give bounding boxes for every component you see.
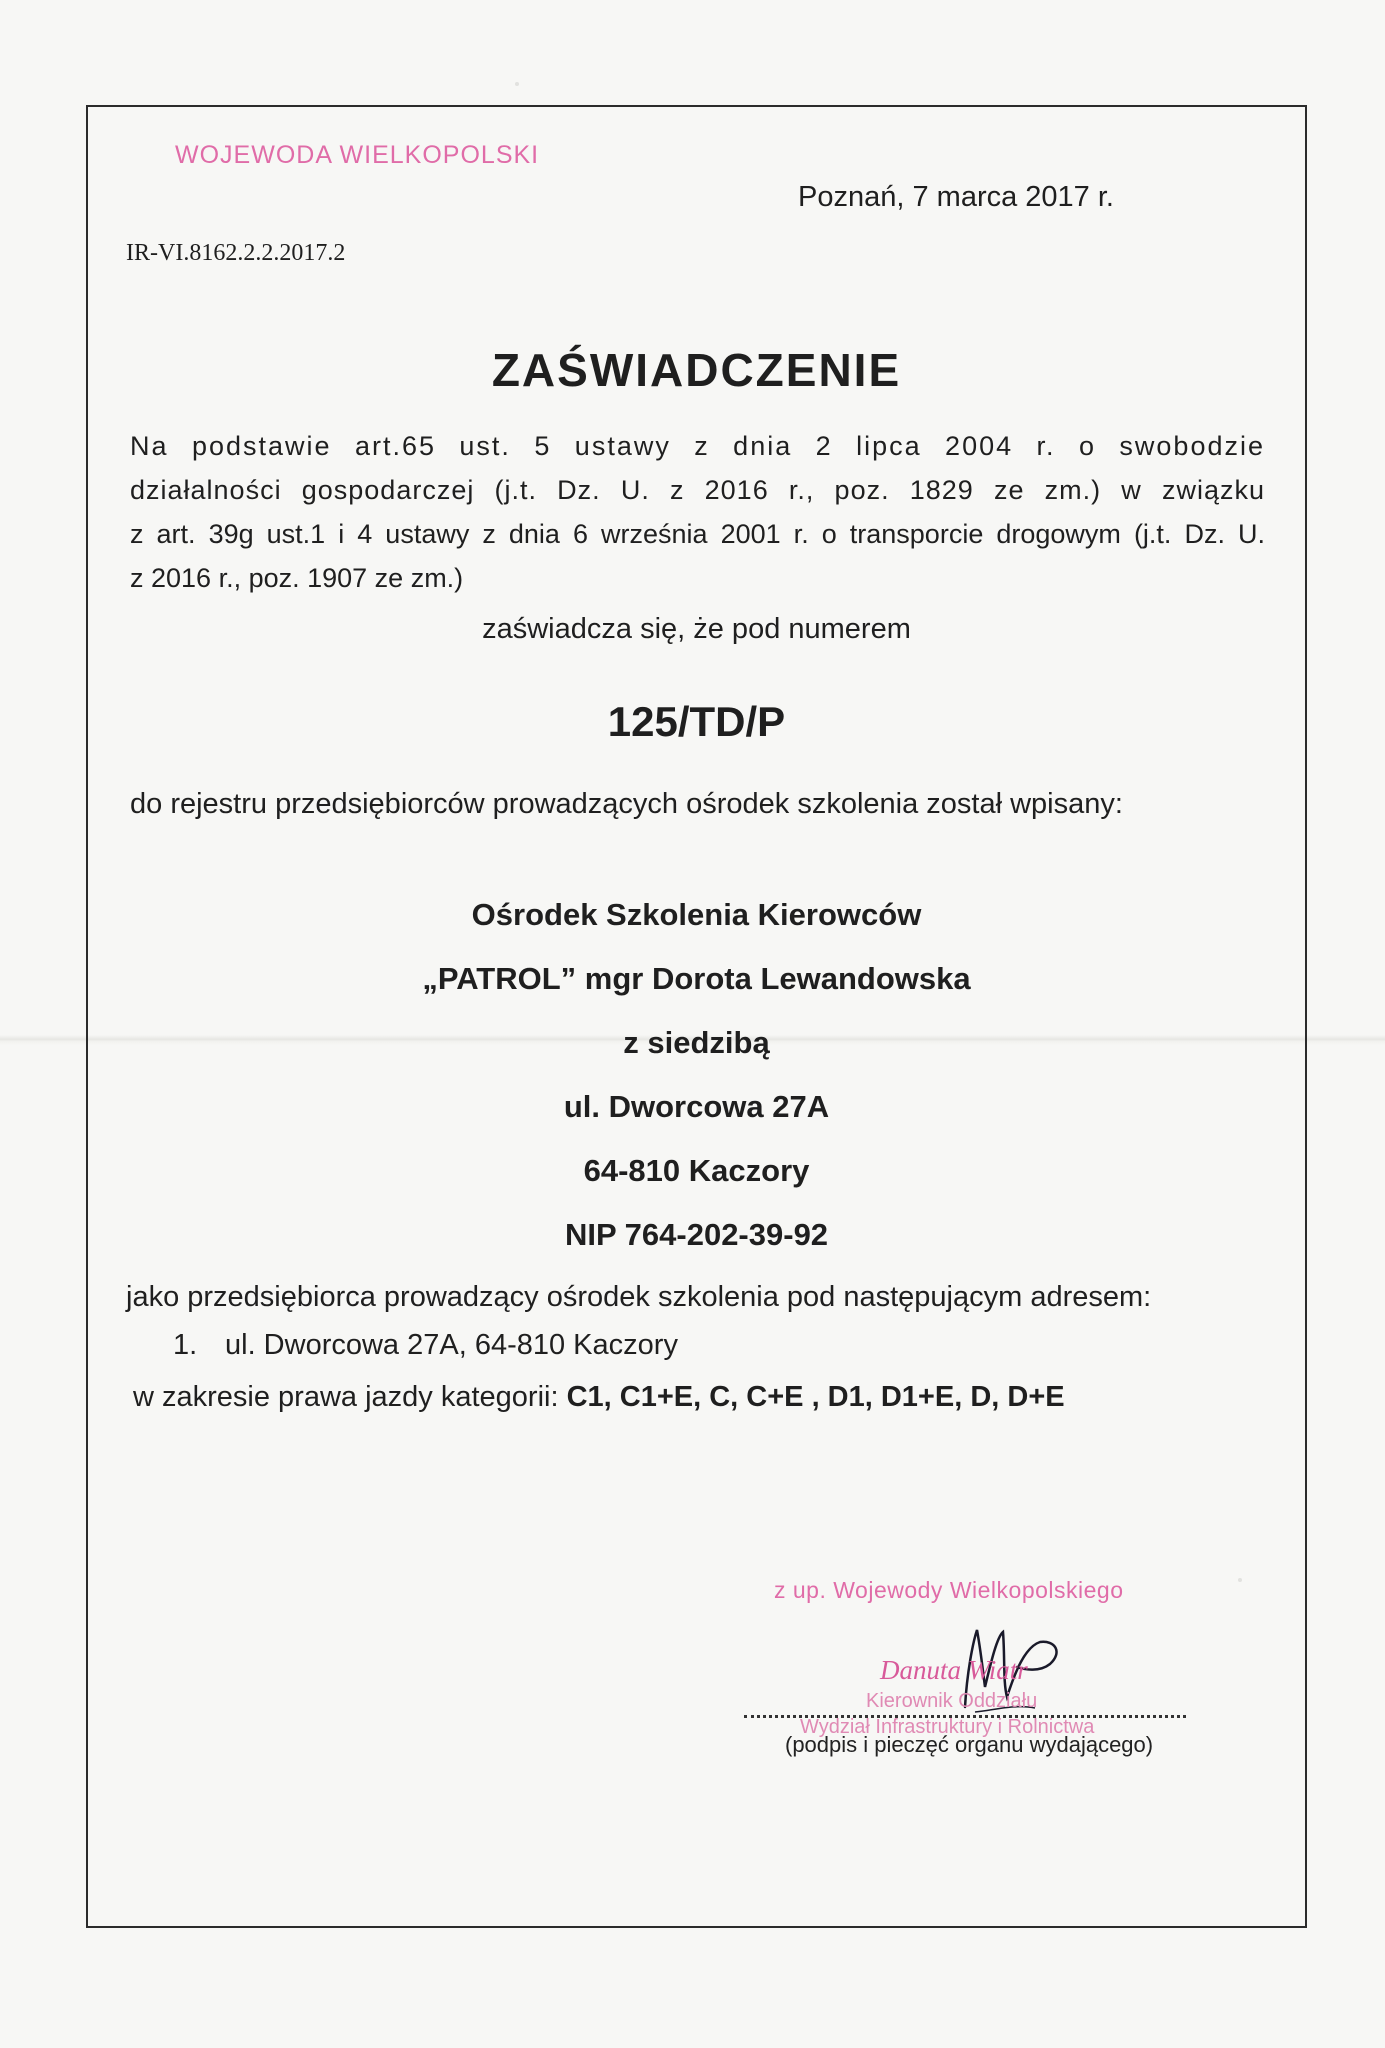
attestation-text: zaświadcza się, że pod numerem (482, 613, 911, 645)
legal-basis-line: z 2016 r., poz. 1907 ze zm.) (130, 563, 464, 593)
legal-basis-line: działalności gospodarczej (j.t. Dz. U. z 2016 r., poz. 1829 ze zm.) w związku (130, 475, 1265, 505)
paper-speck (515, 82, 519, 86)
operating-statement: jako przedsiębiorca prowadzący ośrodek szkolenia pod następującym adresem: (126, 1281, 1152, 1313)
entity-street: ul. Dworcowa 27A (563, 1089, 830, 1124)
document-title: ZAŚWIADCZENIE (491, 344, 902, 396)
entity-nip: NIP 764-202-39-92 (564, 1217, 829, 1252)
signature-authority: z up. Wojewody Wielkopolskiego (774, 1577, 1124, 1603)
address-text: ul. Dworcowa 27A, 64-810 Kaczory (225, 1329, 678, 1361)
address-list-item (173, 1329, 678, 1362)
place-date: Poznań, 7 marca 2017 r. (798, 181, 1114, 213)
entity-seat-label: z siedzibą (623, 1025, 770, 1060)
register-statement: do rejestru przedsiębiorców prowadzących ośrodek szkolenia został wpisany: (130, 788, 1123, 820)
entity-owner: „PATROL” mgr Dorota Lewandowska (422, 961, 971, 996)
signatory-department: Wydział Infrastruktury i Rolnictwa (800, 1716, 1095, 1738)
legal-basis-paragraph (130, 424, 1265, 600)
registration-number: 125/TD/P (607, 698, 786, 745)
address-number: 1. (173, 1329, 198, 1361)
signatory-role: Kierownik Oddziału (866, 1690, 1038, 1712)
scope-categories: C1, C1+E, C, C+E , D1, D1+E, D, D+E (566, 1381, 1065, 1413)
signatory-name: Danuta Wiatr (880, 1655, 1028, 1685)
reference-number: IR-VI.8162.2.2.2017.2 (126, 240, 346, 266)
signature-caption: (podpis i pieczęć organu wydającego) (785, 1732, 1154, 1757)
entity-block (86, 883, 1307, 1267)
entity-name: Ośrodek Szkolenia Kierowców (471, 897, 922, 932)
license-scope (133, 1381, 1065, 1414)
entity-city: 64-810 Kaczory (583, 1153, 810, 1188)
legal-basis-line: z art. 39g ust.1 i 4 ustawy z dnia 6 września 2001 r. o transporcie drogowym (j.t. Dz. U. (130, 519, 1265, 549)
authority-stamp: WOJEWODA WIELKOPOLSKI (175, 141, 540, 169)
legal-basis-line: Na podstawie art.65 ust. 5 ustawy z dnia 2 lipca 2004 r. o swobodzie (130, 431, 1265, 461)
scope-label: w zakresie prawa jazdy kategorii: (133, 1381, 559, 1413)
